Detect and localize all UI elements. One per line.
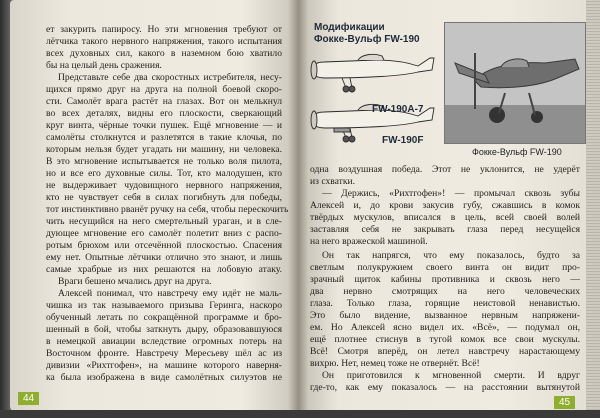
text-line: дующее мгновение его самолёт полетит вниз с распо- <box>46 228 282 239</box>
text-line: сти. Самолёт врага растёт на глазах. Вот он мелькнул <box>46 96 282 107</box>
text-line: круг винта, чёрные точки пушек. Ещё мгновение — и <box>46 120 282 131</box>
page-number-right: 45 <box>554 396 575 409</box>
text-line: зрачный щиток кабины противника и сквозь него — <box>310 274 580 285</box>
text-line: — Держись, «Рихтгофен»! — промычал сквозь зубы <box>322 188 580 199</box>
text-line: ка была изображена в виде самолётных силуэтов не <box>46 372 282 383</box>
text-line: Алексей понимал, что навстречу ему идёт не маль- <box>58 288 282 299</box>
text-line: В это мгновение испытывается не только воля пилота, <box>46 156 282 167</box>
text-line: ем. Но Алексей ясно видел их. «Всё», — подумал он, <box>310 322 580 333</box>
text-line: которым нельзя будет угадать ни машину, ни человека. <box>46 144 282 155</box>
page-stack-edge-right <box>586 0 600 418</box>
text-line: самолёты столкнутся и разлетятся в такие клочья, по <box>46 132 282 143</box>
text-line: в немецкой авиации вследствие огромных потерь на <box>46 336 282 347</box>
text-line: Восточном фронте. Навстречу Мересьеву шёл ас из <box>46 348 282 359</box>
aircraft-photo-image <box>445 23 585 143</box>
text-line: Это было видение, вызванное нервным напряжени- <box>310 310 580 321</box>
label-fw190a7: FW-190A-7 <box>372 104 424 115</box>
text-line: твёрдых мускулов, вписался в цель, всей своей волей <box>310 212 580 223</box>
text-line: шенный в бой, чтобы заткнуть дыру, образовавшуюся <box>46 324 282 335</box>
text-line: Он так напрягся, что ему показалось, будто за <box>322 250 580 261</box>
table-surface <box>0 410 600 418</box>
text-line: во всех деталях, видны его плоскости, сверкающий <box>46 108 282 119</box>
text-line: два нервно смотрящих на него человеческих <box>310 286 580 297</box>
text-line: ротым брюхом или отсечённой плоскостью. Спасения <box>46 240 282 251</box>
text-line: вихрю. Нет, немец тоже не отвернёт. Всё! <box>310 358 480 369</box>
text-line: заставляя себя не закрывать глаза перед несущейся <box>310 224 580 235</box>
aircraft-silhouettes <box>306 48 442 148</box>
text-line: тот инстинктивно рванёт ручку на себя, чтобы перескочить <box>46 204 289 215</box>
text-line: Алексей и, до крови закусив губу, сжавшись в комок <box>310 200 580 211</box>
text-line: всех духовных сил, какого в наземном бою хватило <box>46 48 282 59</box>
text-line: ет закурить папиросу. Но эти мгновения требуют от <box>46 24 282 35</box>
text-line: на него вражеской машиной. <box>310 236 428 247</box>
text-line: ему нет. Опытные лётчики отлично это знают, и лишь <box>46 252 282 263</box>
figure-title-line: Фокке-Вульф FW-190 <box>314 34 420 45</box>
text-line: из схватки. <box>310 176 356 187</box>
text-line: одна воздушная победа. Этот не уклонится, не удерёт <box>310 164 580 175</box>
text-line: чить несущийся на него смертельный ураган, и в сле- <box>46 216 282 227</box>
text-line: кто не чувствует себя в силах погибнуть для победы, <box>46 192 282 203</box>
text-line: глаза. Только глаза, горящие неистовой ненавистью. <box>310 298 580 309</box>
text-line: чишка из так называемого призыва Геринга, наскоро <box>46 300 282 311</box>
text-line: ещё плотнее стиснув в тугой комок все свои мускулы. <box>310 334 580 345</box>
aircraft-a7-silhouette <box>311 54 434 92</box>
figure-title <box>314 22 420 46</box>
text-line: светлым полукружием своего винта он видит про- <box>310 262 580 273</box>
text-line: лётчика такого нервного напряжения, такого испытания <box>46 36 282 47</box>
text-line: Враги бешено мчались друг на друга. <box>58 276 212 287</box>
text-line: Всё! Смотря вперёд, он летел навстречу нарастающему <box>310 346 580 357</box>
text-line: дивизии «Рихтгофен», на машине которого наверня- <box>46 360 282 371</box>
text-line: бы на целый день сражения. <box>46 60 162 71</box>
photo-caption: Фокке-Вульф FW-190 <box>472 147 562 157</box>
label-fw190f: FW-190F <box>382 135 424 146</box>
text-line: не выдерживает чудовищного нервного напряжения, <box>46 180 282 191</box>
text-line: обученный летать по сокращённой программе и бро- <box>46 312 282 323</box>
page-number-left: 44 <box>18 392 39 405</box>
aircraft-photo <box>444 22 586 144</box>
book-gutter <box>288 0 308 412</box>
figure-title-line: Модификации <box>314 22 385 33</box>
text-line: где-то, как ему показалось — на расстоянии вытянутой <box>310 382 580 393</box>
text-line: щихся прямо друг на друга на полной боевой скоро- <box>46 84 282 95</box>
text-line: самые храбрые из них решаются на лобовую атаку. <box>46 264 282 275</box>
text-line: Он приготовился к мгновенной смерти. И вдруг <box>322 370 580 381</box>
text-line: но и все его духовные силы. Тот, кто малодушен, кто <box>46 168 282 179</box>
text-line: Представьте себе два скоростных истребителя, несу- <box>58 72 282 83</box>
